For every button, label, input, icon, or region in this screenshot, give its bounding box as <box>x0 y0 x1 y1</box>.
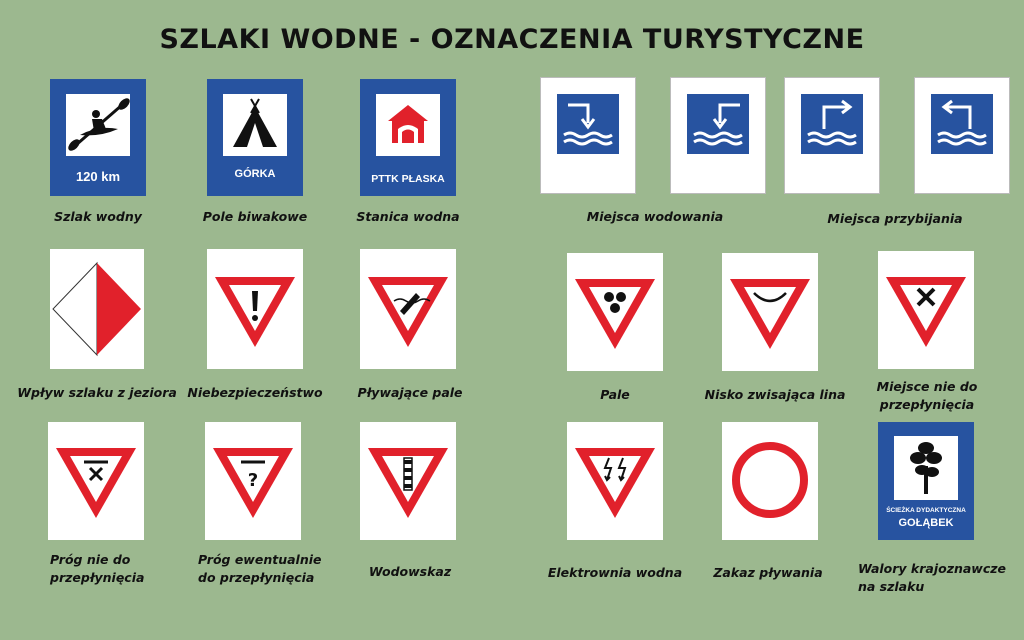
sign-miejsca-przybijania-2 <box>914 77 1010 194</box>
sign-miejsca-wodowania-2 <box>670 77 766 194</box>
caption-miejsca-przybijania: Miejsca przybijania <box>827 211 963 226</box>
caption-wplyw: Wpływ szlaku z jeziora <box>17 385 177 400</box>
caption-walory-2: na szlaku <box>858 579 925 594</box>
sign-nisko-lina <box>722 253 818 371</box>
caption-miejsce-nie-do-1: Miejsce nie do <box>876 379 978 394</box>
caption-zakaz-plywania: Zakaz pływania <box>713 565 823 580</box>
sign-niebezpieczenstwo <box>207 249 303 369</box>
caption-nisko-lina: Nisko zwisająca lina <box>704 387 846 402</box>
caption-pole-biwakowe: Pole biwakowe <box>202 209 308 224</box>
prohibition-circle-icon <box>736 446 804 514</box>
caption-prog-nie-do-2: przepłynięcia <box>50 570 145 585</box>
caption-szlak-wodny: Szlak wodny <box>54 209 142 224</box>
sign-text: GÓRKA <box>234 168 276 180</box>
caption-wodowskaz: Wodowskaz <box>368 564 452 579</box>
caption-miejsca-wodowania: Miejsca wodowania <box>586 209 724 224</box>
sign-walory <box>878 422 974 540</box>
exclamation-icon <box>252 291 258 321</box>
sign-plywajace-pale <box>360 249 456 369</box>
sign-text-line2: GOŁĄBEK <box>898 517 954 529</box>
sign-stanica-wodna <box>360 79 456 196</box>
caption-niebezpieczenstwo: Niebezpieczeństwo <box>187 385 323 400</box>
caption-plywajace-pale: Pływające pale <box>357 385 463 400</box>
caption-walory-1: Walory krajoznawcze <box>858 561 1007 576</box>
sign-wodowskaz <box>360 422 456 540</box>
sign-miejsce-nie-do <box>878 251 974 369</box>
caption-miejsce-nie-do-2: przepłynięcia <box>879 397 975 412</box>
caption-prog-nie-do-1: Próg nie do <box>50 552 131 567</box>
caption-prog-ewentualnie-1: Próg ewentualnie <box>198 552 322 567</box>
sign-pole-biwakowe <box>207 79 303 196</box>
sign-elektrownia <box>567 422 663 540</box>
caption-elektrownia: Elektrownia wodna <box>547 565 683 580</box>
sign-zakaz-plywania <box>722 422 818 540</box>
sign-text-line1: ŚCIEŻKA DYDAKTYCZNA <box>886 507 966 514</box>
sign-prog-nie-do <box>48 422 144 540</box>
sign-pale <box>567 253 663 371</box>
page-title: SZLAKI WODNE - OZNACZENIA TURYSTYCZNE <box>159 24 865 55</box>
sign-szlak-wodny <box>50 79 146 196</box>
caption-prog-ewentualnie-2: do przepłynięcia <box>198 570 315 585</box>
caption-pale: Pale <box>600 387 630 402</box>
svg-text:?: ? <box>247 470 259 491</box>
sign-text: 120 km <box>75 169 121 184</box>
sign-miejsca-wodowania-1 <box>540 77 636 194</box>
caption-stanica-wodna: Stanica wodna <box>356 209 460 224</box>
sign-wplyw <box>50 249 144 369</box>
sign-miejsca-przybijania-1 <box>784 77 880 194</box>
sign-prog-ewentualnie <box>205 422 301 540</box>
sign-text: PTTK PŁASKA <box>371 173 445 185</box>
